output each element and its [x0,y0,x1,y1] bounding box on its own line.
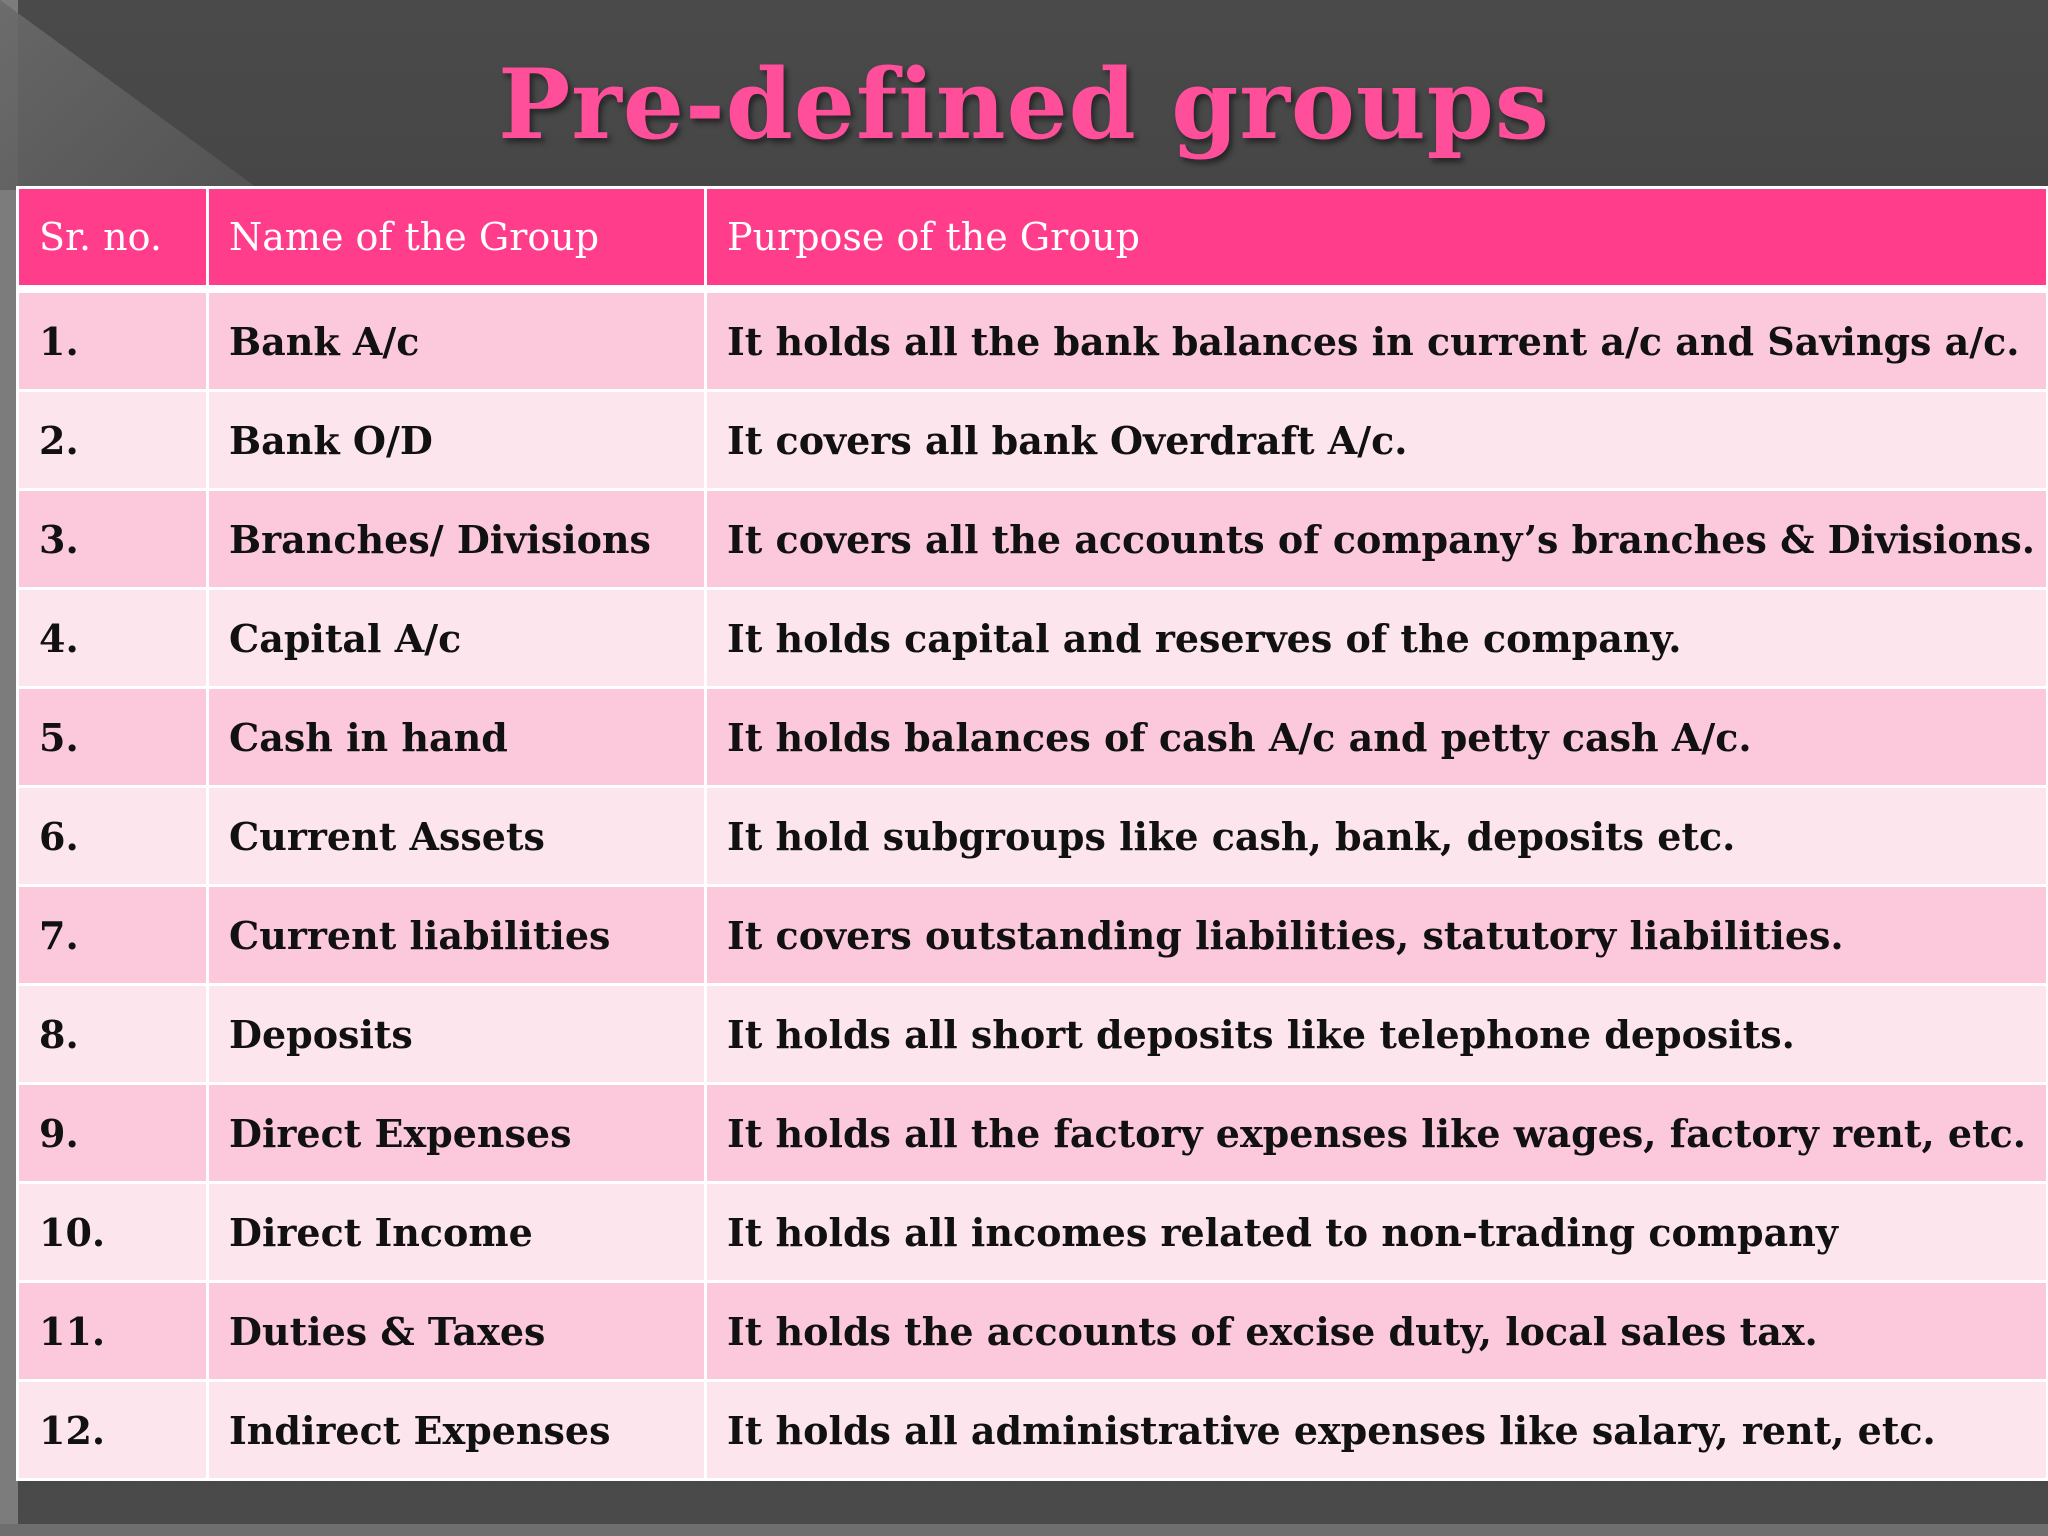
cell-group-name: Cash in hand [208,688,706,787]
table-header-row [18,188,2048,290]
table-row [18,688,2048,787]
bottom-decor-strip [0,1524,2048,1536]
cell-group-purpose: It covers all the accounts of company’s branches & Divisions. [706,490,2048,589]
table-body [18,289,2048,1480]
header-group-name: Name of the Group [208,188,706,290]
table-row [18,1381,2048,1480]
table-row [18,391,2048,490]
groups-table-container [16,186,2046,1524]
table-row [18,886,2048,985]
header-sr-no: Sr. no. [18,188,208,290]
cell-sr-no: 6. [18,787,208,886]
cell-group-name: Deposits [208,985,706,1084]
cell-sr-no: 1. [18,289,208,391]
cell-group-name: Duties & Taxes [208,1282,706,1381]
cell-sr-no: 9. [18,1084,208,1183]
cell-group-purpose: It covers all bank Overdraft A/c. [706,391,2048,490]
cell-group-purpose: It covers outstanding liabilities, statutory liabilities. [706,886,2048,985]
table-row [18,490,2048,589]
cell-group-purpose: It holds all administrative expenses like salary, rent, etc. [706,1381,2048,1480]
header-group-purpose: Purpose of the Group [706,188,2048,290]
table-row [18,1183,2048,1282]
cell-group-name: Bank A/c [208,289,706,391]
table-row [18,787,2048,886]
cell-group-purpose: It holds all the factory expenses like wages, factory rent, etc. [706,1084,2048,1183]
cell-sr-no: 10. [18,1183,208,1282]
cell-group-purpose: It hold subgroups like cash, bank, deposits etc. [706,787,2048,886]
cell-group-purpose: It holds the accounts of excise duty, local sales tax. [706,1282,2048,1381]
cell-group-name: Capital A/c [208,589,706,688]
table-row [18,1084,2048,1183]
cell-group-purpose: It holds balances of cash A/c and petty cash A/c. [706,688,2048,787]
cell-group-name: Direct Expenses [208,1084,706,1183]
cell-group-purpose: It holds capital and reserves of the company. [706,589,2048,688]
cell-group-name: Branches/ Divisions [208,490,706,589]
cell-group-name: Bank O/D [208,391,706,490]
cell-group-purpose: It holds all short deposits like telephone deposits. [706,985,2048,1084]
cell-group-purpose: It holds all incomes related to non-trading company [706,1183,2048,1282]
cell-group-name: Current liabilities [208,886,706,985]
cell-group-name: Direct Income [208,1183,706,1282]
cell-group-name: Indirect Expenses [208,1381,706,1480]
cell-sr-no: 4. [18,589,208,688]
cell-sr-no: 2. [18,391,208,490]
cell-sr-no: 7. [18,886,208,985]
cell-group-purpose: It holds all the bank balances in current a/c and Savings a/c. [706,289,2048,391]
cell-sr-no: 8. [18,985,208,1084]
table-row [18,589,2048,688]
cell-sr-no: 12. [18,1381,208,1480]
cell-sr-no: 11. [18,1282,208,1381]
table-row [18,985,2048,1084]
cell-sr-no: 5. [18,688,208,787]
groups-table [16,186,2048,1481]
table-row [18,289,2048,391]
cell-group-name: Current Assets [208,787,706,886]
page-title: Pre-defined groups [498,48,1550,161]
table-row [18,1282,2048,1381]
cell-sr-no: 3. [18,490,208,589]
